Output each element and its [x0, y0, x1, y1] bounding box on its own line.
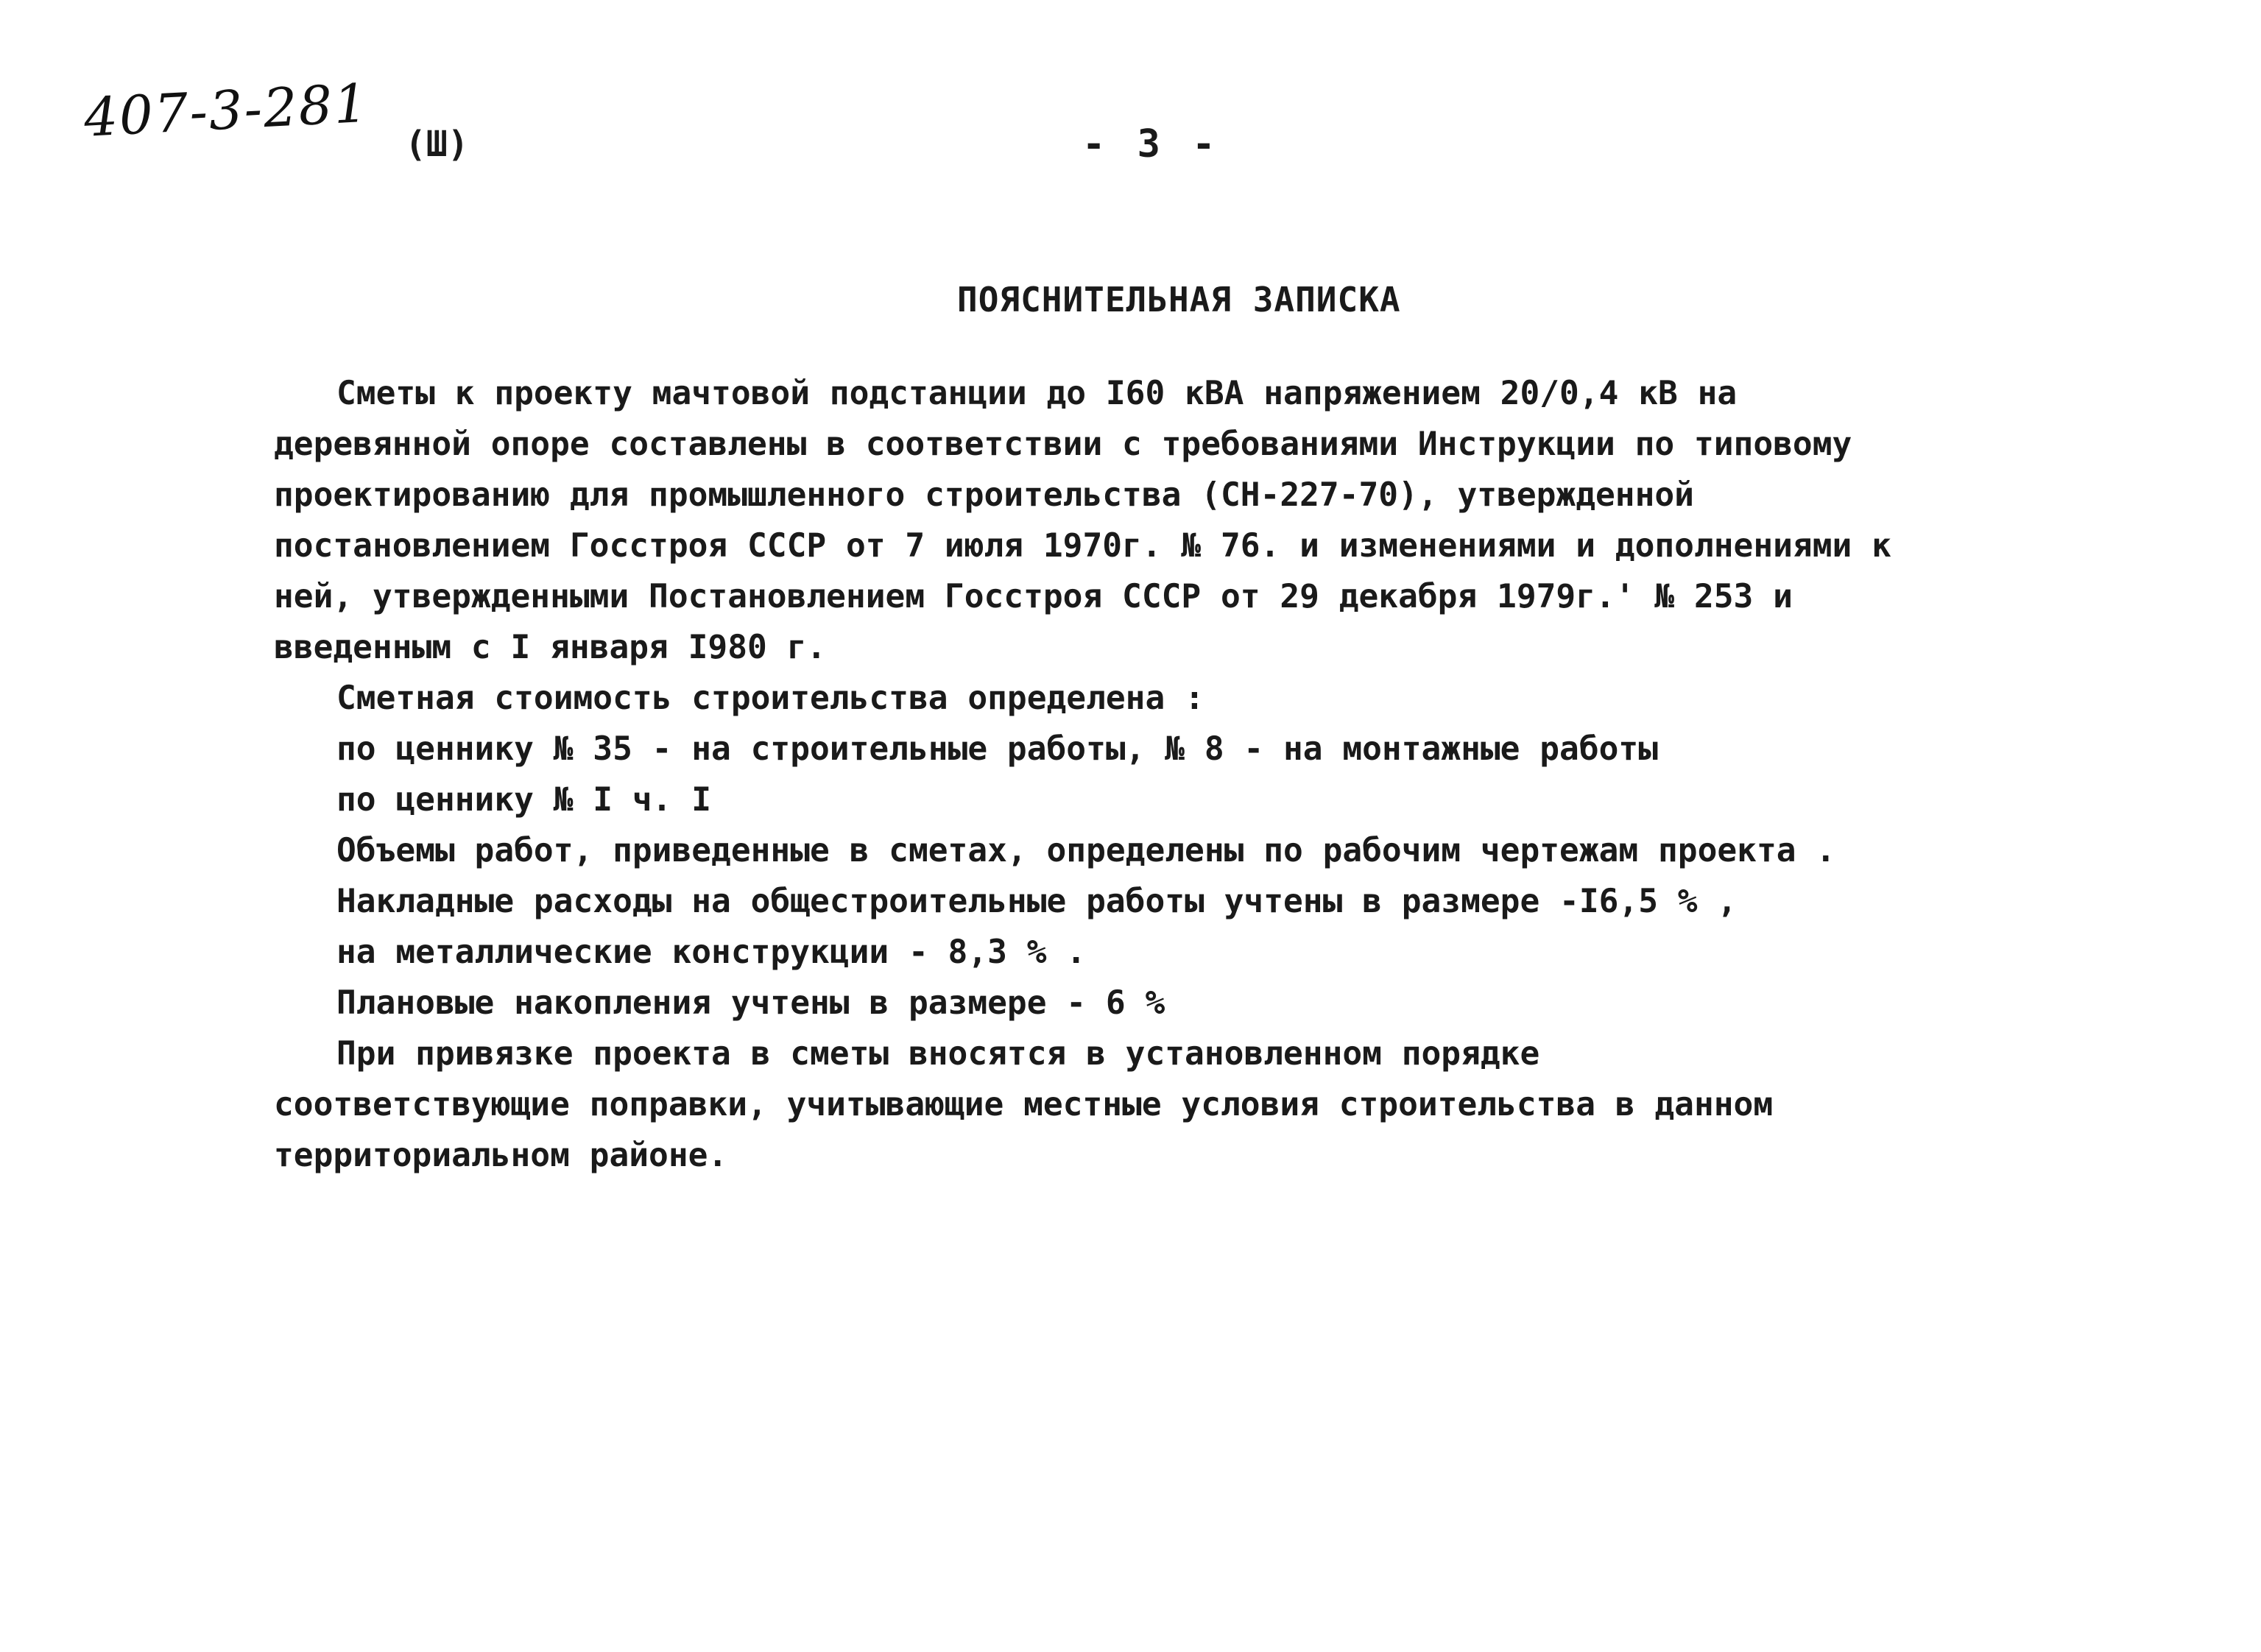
paragraph-line: Плановые накопления учтены в размере - 6 %	[336, 984, 1165, 1022]
paragraph-line: на металлические конструкции - 8,3 % .	[336, 933, 1087, 971]
paragraph-line: Объемы работ, приведенные в сметах, определены по рабочим чертежам проекта .	[336, 832, 1836, 869]
paragraph-line: по ценнику № I ч. I	[336, 781, 712, 819]
paragraph-line: деревянной опоре составлены в соответствии с требованиями Инструкции по типовому	[274, 426, 1852, 463]
explanatory-note-body	[274, 368, 1982, 1181]
paragraph-line: постановлением Госстроя СССР от 7 июля 1970г. № 76. и изменениями и дополнениями к	[274, 527, 1891, 565]
page-number: - 3 -	[1082, 122, 1220, 166]
paragraph-line: ней, утвержденными Постановлением Госстроя СССР от 29 декабря 1979г.' № 253 и	[274, 578, 1793, 615]
paragraph-line: территориальном районе.	[274, 1137, 728, 1174]
document-title: ПОЯСНИТЕЛЬНАЯ ЗАПИСКА	[957, 280, 1401, 320]
paragraph-line: проектированию для промышленного строительства (СН-227-70), утвержденной	[274, 476, 1694, 514]
paragraph-line: соответствующие поправки, учитывающие местные условия строительства в данном	[274, 1086, 1774, 1123]
paragraph-line: Сметы к проекту мачтовой подстанции до I60 кВА напряжением 20/0,4 кВ на	[336, 375, 1738, 412]
paragraph-line: Сметная стоимость строительства определена :	[336, 679, 1204, 717]
paragraph-line: При привязке проекта в сметы вносятся в установленном порядке	[336, 1035, 1540, 1073]
paragraph-line: по ценнику № 35 - на строительные работы, № 8 - на монтажные работы	[336, 730, 1659, 768]
paragraph-line: введенным с I января I980 г.	[274, 629, 827, 666]
paragraph-line: Накладные расходы на общестроительные работы учтены в размере -I6,5 % ,	[336, 883, 1738, 920]
series-mark: (Ш)	[405, 124, 469, 165]
handwritten-doc-number: 407-3-281	[82, 71, 371, 149]
